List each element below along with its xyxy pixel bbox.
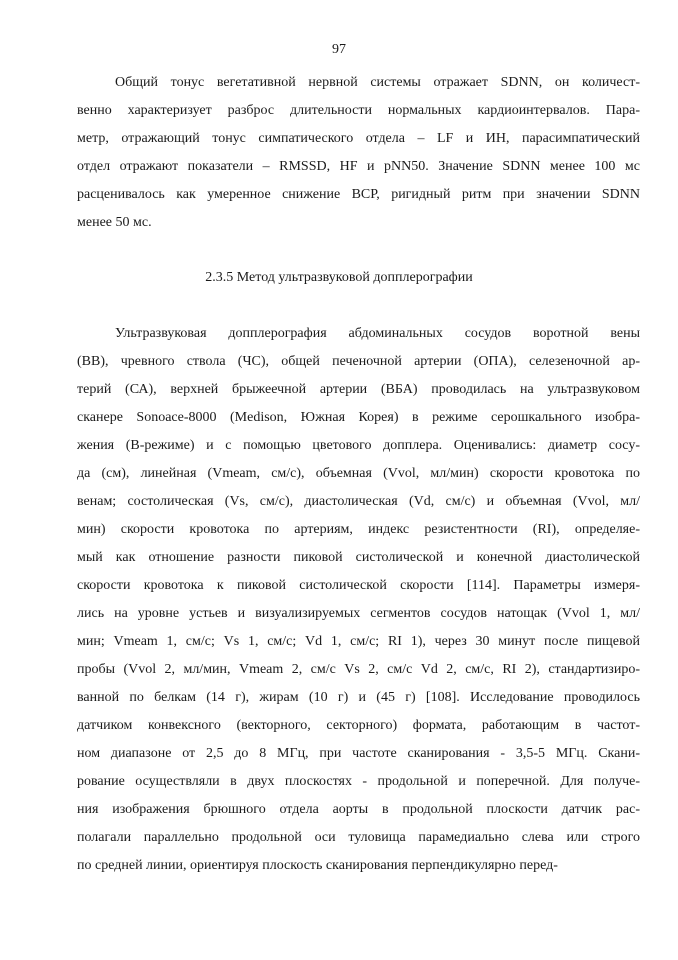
paragraph-line: мый как отношение разности пиковой систолической и конечной диастолической [77, 550, 640, 565]
paragraph-line: скорости кровотока к пиковой систолической скорости [114]. Параметры измеря- [77, 578, 640, 593]
paragraph-line: ном диапазоне от 2,5 до 8 МГц, при частоте сканирования - 3,5-5 МГц. Скани- [77, 746, 640, 761]
section-heading: 2.3.5 Метод ультразвуковой допплерографии [205, 270, 473, 285]
paragraph-line: отдел отражают показатели – RMSSD, HF и pNN50. Значение SDNN менее 100 мс [77, 159, 640, 174]
paragraph-line: пробы (Vvol 2, мл/мин, Vmeam 2, см/с Vs 2, см/с Vd 2, см/с, RI 2), стандартизиро- [77, 662, 640, 677]
paragraph-line: (ВВ), чревного ствола (ЧС), общей печеночной артерии (ОПА), селезеночной ар- [77, 354, 640, 369]
paragraph-line: мин; Vmeam 1, см/с; Vs 1, см/с; Vd 1, см/с; RI 1), через 30 минут после пищевой [77, 634, 640, 649]
paragraph-line: расценивалось как умеренное снижение ВСР, ригидный ритм при значении SDNN [77, 187, 640, 202]
paragraph-line: терий (СА), верхней брыжеечной артерии (ВБА) проводилась на ультразвуковом [77, 382, 640, 397]
paragraph-line: рование осуществляли в двух плоскостях - продольной и поперечной. Для получе- [77, 774, 640, 789]
paragraph-line: Ультразвуковая допплерография абдоминальных сосудов воротной вены [115, 326, 640, 341]
paragraph-line: венно характеризует разброс длительности нормальных кардиоинтервалов. Пара- [77, 103, 640, 118]
paragraph-line: ванной по белкам (14 г), жирам (10 г) и (45 г) [108]. Исследование проводилось [77, 690, 640, 705]
paragraph-line: Общий тонус вегетативной нервной системы отражает SDNN, он количест- [115, 75, 640, 90]
paragraph-line: метр, отражающий тонус симпатического отдела – LF и ИН, парасимпатический [77, 131, 640, 146]
paragraph-line: датчиком конвексного (векторного, секторного) формата, работающим в частот- [77, 718, 640, 733]
page-number: 97 [332, 42, 346, 57]
paragraph-line: сканере Sonoace-8000 (Medison, Южная Корея) в режиме серошкального изобра- [77, 410, 640, 425]
paragraph-line: венам; состолическая (Vs, см/с), диастолическая (Vd, см/с) и объемная (Vvol, мл/ [77, 494, 640, 509]
paragraph-line: полагали параллельно продольной оси туловища парамедиально слева или строго [77, 830, 640, 845]
paragraph-line: ния изображения брюшного отдела аорты в продольной плоскости датчик рас- [77, 802, 640, 817]
paragraph-line: лись на уровне устьев и визуализируемых сегментов сосудов натощак (Vvol 1, мл/ [77, 606, 640, 621]
paragraph-line: жения (В-режиме) и с помощью цветового допплера. Оценивались: диаметр сосу- [77, 438, 640, 453]
paragraph-line: менее 50 мс. [77, 215, 152, 230]
paragraph-line: да (см), линейная (Vmeam, см/с), объемная (Vvol, мл/мин) скорости кровотока по [77, 466, 640, 481]
paragraph-line: мин) скорости кровотока по артериям, индекс резистентности (RI), определяе- [77, 522, 640, 537]
paragraph-line: по средней линии, ориентируя плоскость сканирования перпендикулярно перед- [77, 858, 558, 873]
